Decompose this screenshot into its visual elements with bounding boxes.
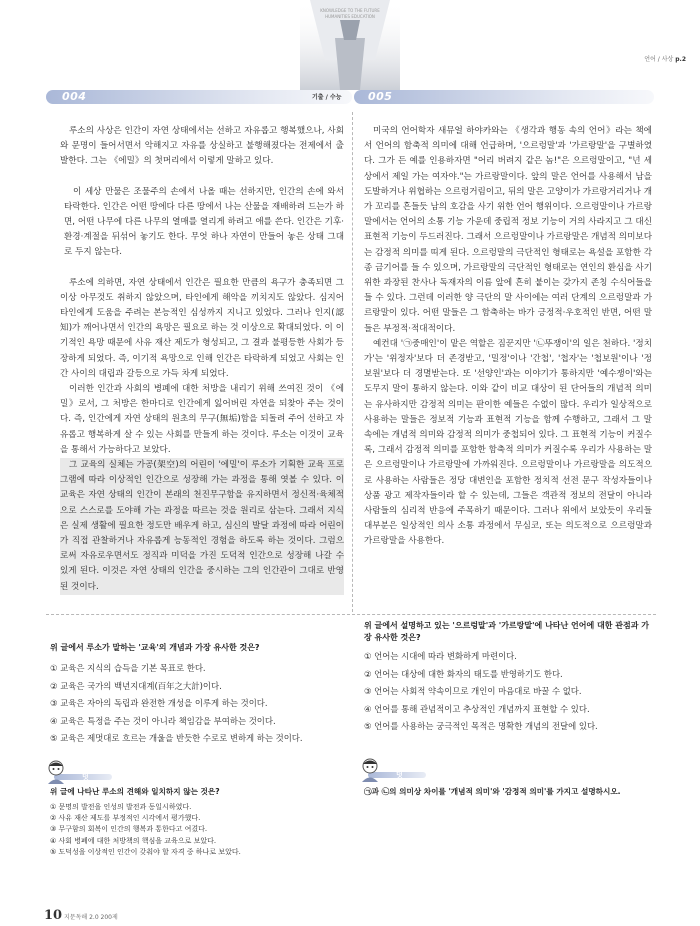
- choice-004-3[interactable]: ③ 교육은 자아의 독립과 완전한 개성을 이루게 하는 것이다.: [50, 698, 268, 708]
- sub-question-004-chip: [44, 758, 108, 784]
- chip-label: 덧: [82, 773, 89, 781]
- sub-choices-004: [50, 802, 241, 858]
- header-info: [644, 54, 686, 63]
- section-label: 언어 / 사상: [644, 56, 674, 63]
- choices-004: [50, 660, 303, 748]
- problem-005-number: 005: [368, 90, 393, 103]
- passage-005-para-2: 예컨대 '㉠중매인'이 맡은 역할은 짐꾼지만 '㉡뚜쟁이'의 일은 천하다. '정치가'는 '위정자'보다 더 존경받고, '밀정'이나 '간첩', '첩자'는 '첩보원'이나 '정보원'보다 더 경멸받는다. 또 '선양인'과는 이야기가 통하지만 '예수쟁이'와는 도무지 말이 통하지 않는다. 이와 같이 비교 대상이 된 단어들의 개념적 의미는 유사하지만 감정적 의미는 판이한 예들은 수없이 많다. 우리가 일상적으로 사용하는 말들은 정보적 기능과 표현적 기능을 함께 수행하고, 그래서 그 말 속에는 개념적 의미와 감정적 의미가 중첩되어 있다. 그 표현적 기능이 커질수록, 그래서 감정적 의미를 포함한 함축적 의미가 커질수록 우리가 사용하는 말은 으르렁말이나 가르랑말에 가까워진다. 으르렁말이나 가르랑말을 의도적으로 사용하는 사람들은 정당 대변인을 포함한 정치적 선전 문구 작성자들이나 상품 광고 제작자들이라 할 수 있는데, 그들은 객관적 정보의 전달이 아니라 사람들의 심리적 반응에 주목하기 때문이다. 그러나 위에서 보았듯이 우리들 대부분은 일상적인 의사 소통 과정에서 무심코, 또는 의도적으로 으르렁말과 가르랑말을 사용한다.: [364, 338, 652, 547]
- passage-004: [60, 124, 344, 595]
- problem-004-tag: 기출 / 수능: [312, 94, 342, 101]
- book-title: 지문독해 2.0 200제: [64, 914, 118, 921]
- question-divider: [46, 614, 656, 615]
- passage-004-para-2: 루소에 의하면, 자연 상태에서 인간은 필요한 만큼의 욕구가 충족되면 그 이상 아무것도 취하지 않았으며, 타인에게 해악을 끼치지도 않았다. 심지어 타인에게 도움을 주려는 본능적인 심성까지 지니고 있었다. 그러나 인지(認知)가 깨어나면서 인간의 욕망은 필요로 하는 것 이상으로 확대되었다. 이 이기적인 욕망 때문에 사유 재산 제도가 형성되고, 그 결과 불평등한 사회가 등장하게 되었다. 즉, 이기적 욕망으로 인해 인간은 타락하게 되었고 사회는 인간 사이의 대립과 갈등으로 가득 차게 되었다.: [60, 277, 344, 379]
- sub-question-005: ㉠과 ㉡의 의미상 차이를 '개념적 의미'와 '감정적 의미'를 가지고 설명하시오.: [364, 787, 621, 796]
- choice-005-2[interactable]: ② 언어는 대상에 대한 화자의 태도를 반영하기도 한다.: [364, 668, 563, 679]
- sub-choice-004-1[interactable]: ① 문명의 발전을 인성의 발전과 동일시하였다.: [50, 803, 192, 811]
- question-005: 위 글에서 설명하고 있는 '으르렁말'과 '가르랑말'에 나타난 언어에 대한 관점과 가장 유사한 것은?: [364, 621, 649, 642]
- passage-004-para-3: 이러한 인간과 사회의 병폐에 대한 처방을 내리기 위해 쓰여진 것이 《에밀》로서, 그 처방은 한마디로 인간에게 잃어버린 자연을 되찾아 주는 것이다. 즉, 인간에게 자연 상태의 원초의 무구(無垢)함을 되돌려 주어 선하고 자유롭고 행복하게 살 수 있는 사회를 만들게 하는 것이다. 루소는 이것이 교육을 통해서 가능하다고 보았다.: [60, 384, 344, 455]
- question-004: 위 글에서 루소가 말하는 '교육'의 개념과 가장 유사한 것은?: [50, 643, 260, 652]
- problem-004-number: 004: [62, 90, 87, 103]
- sub-choice-004-3[interactable]: ③ 무구함의 회복이 인간의 행복과 통한다고 여겼다.: [50, 825, 208, 834]
- passage-004-quote: 이 세상 만물은 조물주의 손에서 나올 때는 선하지만, 인간의 손에 와서 타락한다. 인간은 어떤 땅에다 다른 땅에서 나는 산물을 재배하려 드는가 하면, 어떤 나무에 다른 나무의 열매를 열리게 하려고 애를 쓴다. 인간은 기후·환경·계절을 뒤섞어 놓기도 한다. 무엇 하나 자연이 만들어 놓은 상태 그대로 두지 않는다.: [64, 186, 344, 258]
- choices-005: [364, 648, 598, 736]
- student-icon: [44, 758, 68, 784]
- choice-004-4[interactable]: ④ 교육은 특정을 주는 것이 아니라 책임감을 부여하는 것이다.: [50, 715, 276, 726]
- logo-text-2: HUMANITIES EDUCATION: [325, 14, 375, 19]
- sub-question-005-chip: [358, 756, 422, 782]
- chip-label: 덧: [396, 771, 403, 779]
- passage-005-para-1: 미국의 언어학자 새뮤얼 하야카와는 《생각과 행동 속의 언어》라는 책에서 언어의 함축적 의미에 대해 언급하며, '으르렁말'과 '가르랑말'을 구별하였다. 그가 든 예를 인용하자면 "어리 버려지 같은 놈!"은 으르렁말이고, "넌 세상에서 제일 가는 여자야."는 가르랑말이다. 앞의 말은 언어를 사용해서 남을 도발하거나 위협하는 으르렁거림이고, 뒤의 말은 고양이가 가르랑거리거나 개가 꼬리를 흔들듯 남의 호감을 사기 위한 언어 행위이다. 으르렁말이나 가르랑말에서는 언어의 소통 기능 가운데 중립적 정보 기능이 거의 사라지고 그 대신 표현적 기능이 두드러진다. 그래서 으르렁말이나 가르랑말은 개념적 의미보다는 감정적 의미를 띠게 된다. 으르렁말의 극단적인 형태로는 욕설을 포함한 각종 금기어를 들 수 있으며, 가르랑말의 극단적인 형태로는 연인의 환심을 사기 위한 과장된 찬사나 독재자의 이름 앞에 흔히 붙이는 갖가지 존칭 수식어들을 들 수 있다. 그런데 이러한 양 극단의 말 사이에는 여러 단계의 으르렁말과 가르랑말이 있다. 어떤 말들은 그 함축하는 바가 긍정적·우호적인 반면, 어떤 말들은 부정적·적대적이다.: [364, 126, 652, 334]
- sub-choice-004-5[interactable]: ⑤ 도덕성을 이상적인 인간이 갖춰야 할 자격 중 하나로 보았다.: [50, 847, 241, 856]
- problem-005-band: [354, 90, 654, 104]
- choice-005-1[interactable]: ① 언어는 시대에 따라 변화하게 마련이다.: [364, 651, 517, 661]
- logo-text-1: KNOWLEDGE TO THE FUTURE: [320, 8, 380, 13]
- sub-choice-004-4[interactable]: ④ 사회 병폐에 대한 처방책의 핵심을 교육으로 보았다.: [50, 836, 217, 845]
- page-ref: p.2: [675, 56, 686, 63]
- column-divider: [352, 112, 353, 612]
- choice-005-5[interactable]: ⑤ 언어를 사용하는 궁극적인 목적은 명확한 개념의 전달에 있다.: [364, 721, 598, 731]
- passage-004-para-1: 루소의 사상은 인간이 자연 상태에서는 선하고 자유롭고 행복했으나, 사회와 문명이 들어서면서 악해지고 자유를 상실하고 불행해졌다는 전제에서 출발한다. 그는 《에밀》의 첫머리에서 이렇게 말하고 있다.: [60, 126, 344, 167]
- problem-004-band: [46, 90, 352, 104]
- choice-004-5[interactable]: ⑤ 교육은 제멋대로 흐르는 개울을 반듯한 수로로 변하게 하는 것이다.: [50, 733, 303, 743]
- choice-005-3[interactable]: ③ 언어는 사회적 약속이므로 개인이 마음대로 바꿀 수 없다.: [364, 686, 582, 696]
- choice-004-1[interactable]: ① 교육은 지식의 습득을 기본 목표로 한다.: [50, 663, 206, 673]
- choice-004-2[interactable]: ② 교육은 국가의 백년지대계(百年之大計)이다.: [50, 680, 222, 691]
- passage-004-para-4: 그 교육의 실체는 가공(架空)의 어린이 '에밀'이 루소가 기획한 교육 프로그램에 따라 이상적인 인간으로 성장해 가는 과정을 통해 엿볼 수 있다. 이 교육은 자연 상태의 인간이 본래의 천진무구함을 유지하면서 정신적·육체적으로 스스로를 도야해 가는 과정을 따르는 것을 원리로 삼는다. 그래서 지식은 실제 생활에 필요한 정도만 배우게 하고, 심신의 발달 과정에 따라 어린이가 직접 관찰하거나 자유롭게 능동적인 경험을 하도록 하는 것이다. 그럼으로써 자유로우면서도 정직과 미덕을 가진 도덕적 인간으로 성장해 나갈 수 있게 된다. 이것은 자연 상태의 인간을 중시하는 그의 인간관이 그대로 반영된 것이다.: [60, 458, 344, 595]
- page-number: 10: [44, 908, 63, 923]
- choice-005-4[interactable]: ④ 언어를 통해 관념적이고 추상적인 개념까지 표현할 수 있다.: [364, 703, 590, 714]
- sub-choice-004-2[interactable]: ② 사유 재산 제도를 부정적인 시각에서 평가했다.: [50, 814, 201, 823]
- passage-005: [364, 124, 652, 550]
- sub-question-004: 위 글에 나타난 루소의 견해와 일치하지 않는 것은?: [50, 787, 220, 796]
- student-icon: [358, 756, 382, 782]
